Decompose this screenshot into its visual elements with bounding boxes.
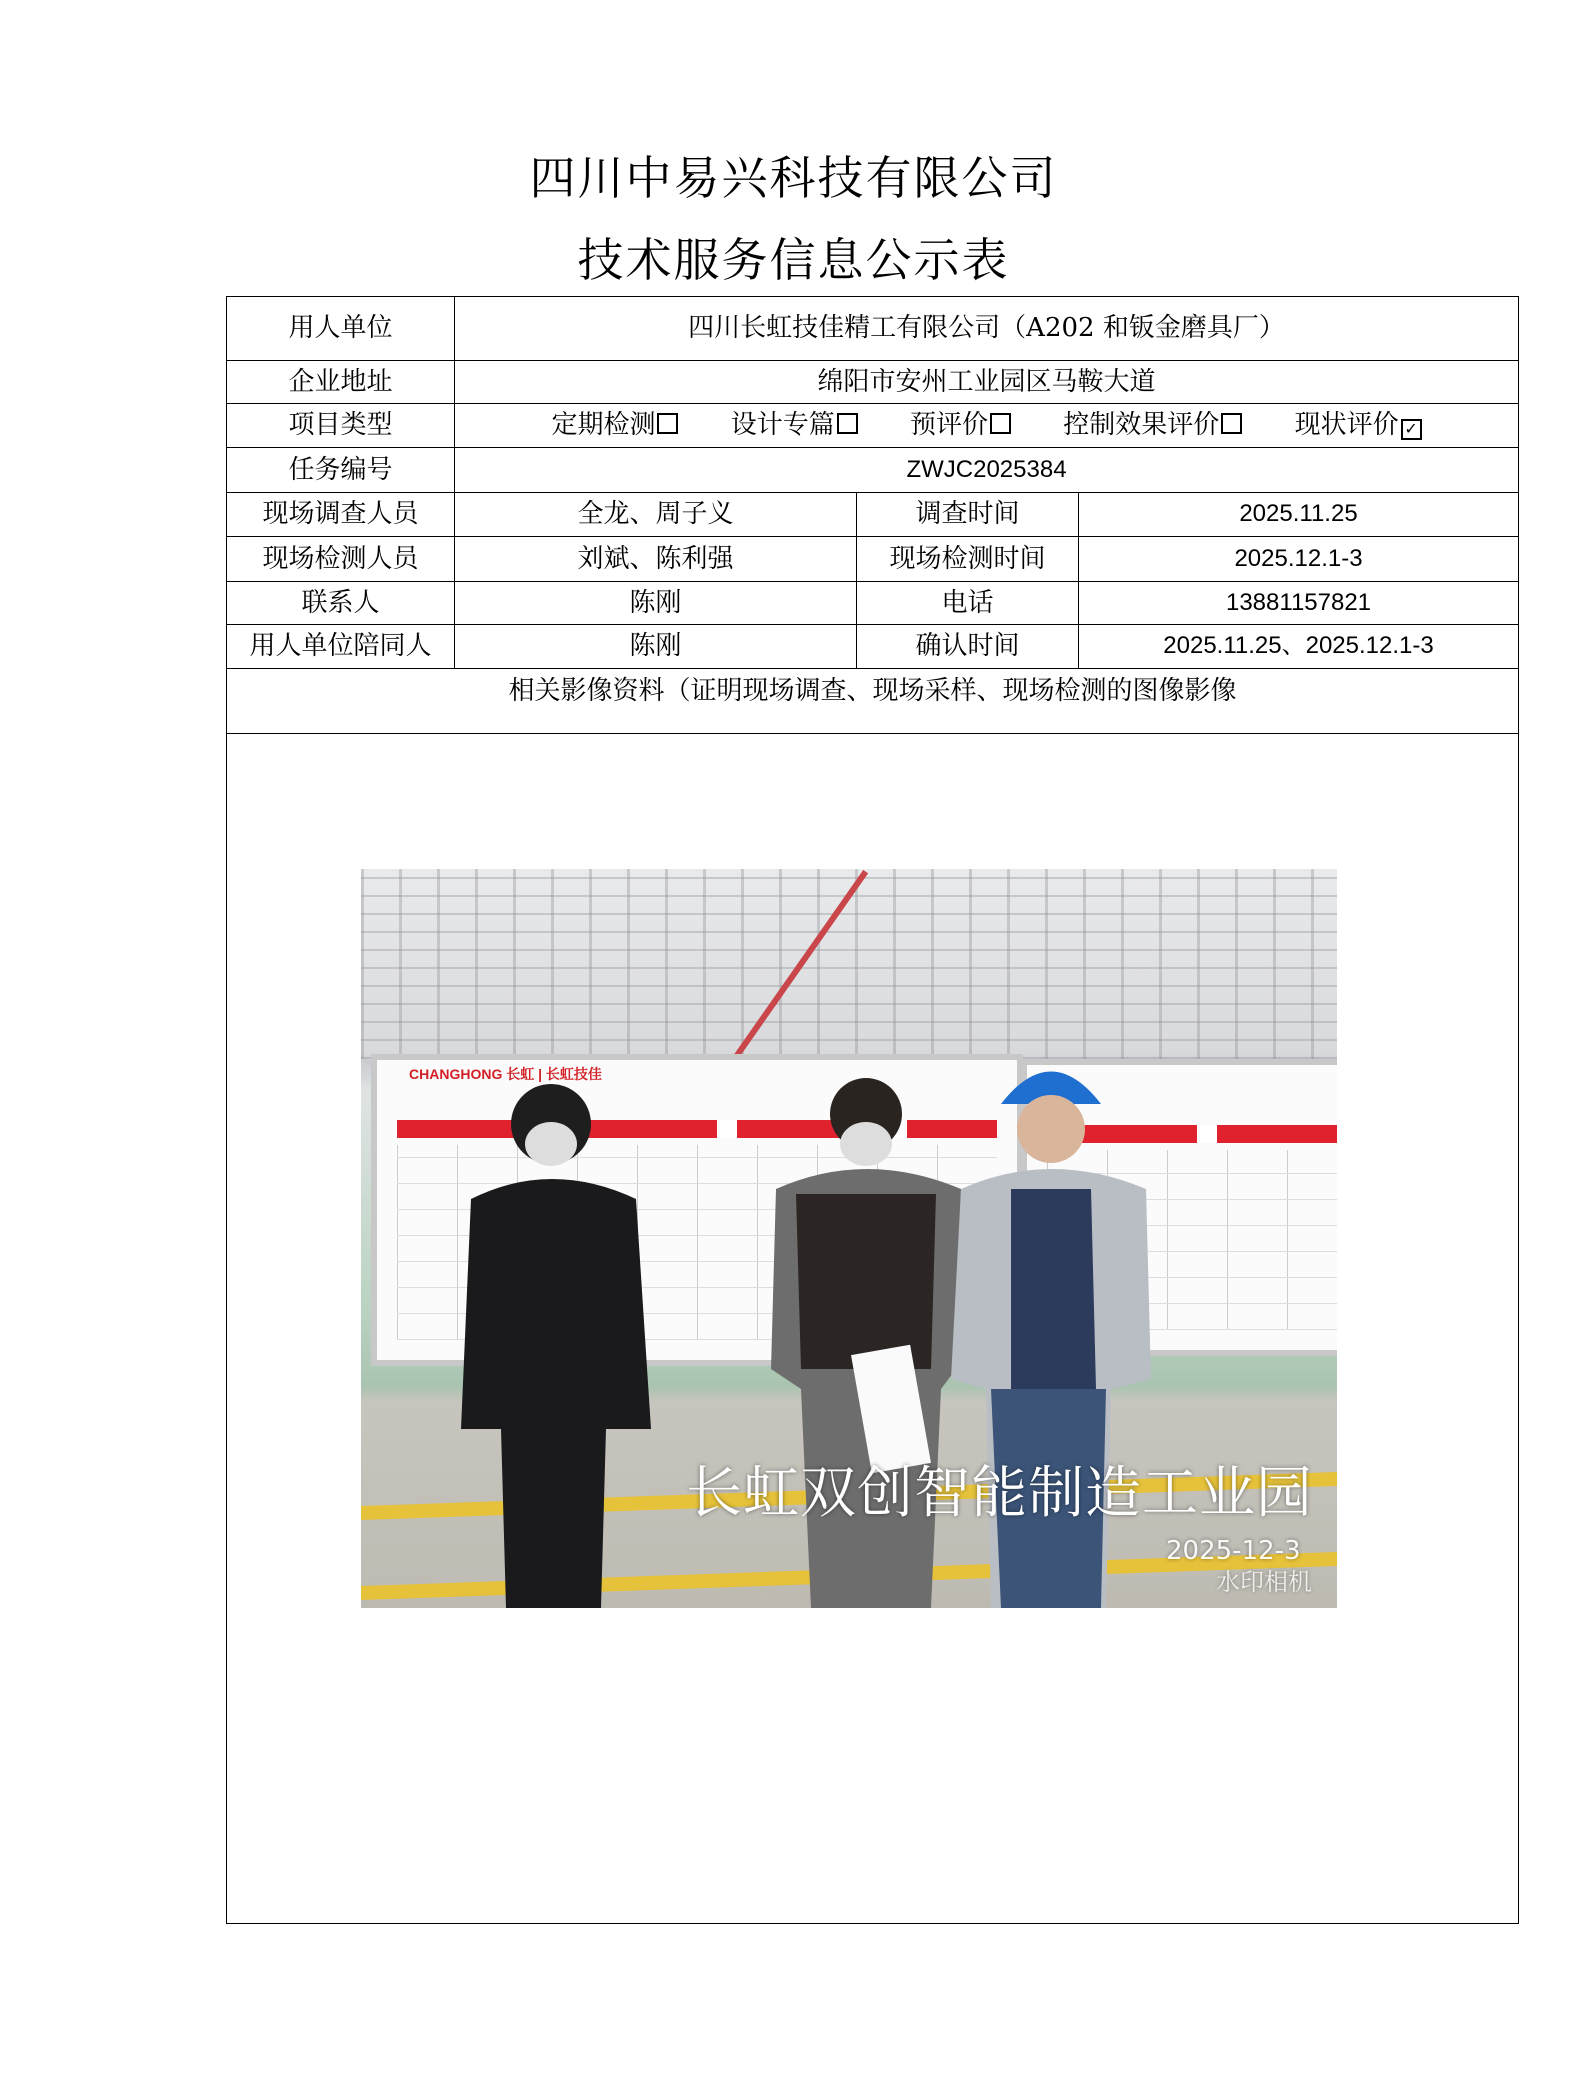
detect-staff-value: 刘斌、陈利强: [455, 537, 857, 582]
checkbox-unchecked-icon[interactable]: [837, 413, 858, 434]
type-option[interactable]: 现状评价 ✓: [1295, 410, 1422, 440]
board-brand: CHANGHONG 长虹 | 长虹技佳: [409, 1066, 602, 1082]
type-label: 项目类型: [227, 404, 455, 448]
site-photo: [361, 869, 1337, 1608]
media-label: 相关影像资料（证明现场调查、现场采样、现场检测的图像影像: [227, 669, 1519, 734]
address-label: 企业地址: [227, 361, 455, 404]
photo-date: 2025-12-3: [1166, 1536, 1301, 1566]
checkbox-unchecked-icon[interactable]: [657, 413, 678, 434]
survey-time-label: 调查时间: [857, 493, 1079, 537]
photo-caption: 长虹双创智能制造工业园: [686, 1461, 1313, 1526]
company-name: 四川中易兴科技有限公司: [529, 151, 1058, 205]
contact-label: 联系人: [227, 582, 455, 625]
type-option[interactable]: 定期检测: [551, 410, 678, 440]
detect-time-label: 现场检测时间: [857, 537, 1079, 582]
escort-value: 陈刚: [455, 625, 857, 669]
survey-staff-label: 现场调查人员: [227, 493, 455, 537]
survey-staff-value: 全龙、周子义: [455, 493, 857, 537]
form-title: 技术服务信息公示表: [577, 233, 1010, 287]
employer-label: 用人单位: [227, 297, 455, 361]
confirm-value: 2025.11.25、2025.12.1-3: [1079, 625, 1519, 669]
type-option[interactable]: 控制效果评价: [1063, 410, 1242, 440]
phone-value: 13881157821: [1079, 582, 1519, 625]
person-left: [461, 1084, 651, 1608]
detect-staff-label: 现场检测人员: [227, 537, 455, 582]
confirm-label: 确认时间: [857, 625, 1079, 669]
checkbox-unchecked-icon[interactable]: [990, 413, 1011, 434]
type-option[interactable]: 预评价: [910, 410, 1011, 440]
phone-label: 电话: [857, 582, 1079, 625]
survey-time-value: 2025.11.25: [1079, 493, 1519, 537]
photo-watermark: 水印相机: [1216, 1568, 1312, 1596]
checkbox-unchecked-icon[interactable]: [1221, 413, 1242, 434]
task-value: ZWJC2025384: [455, 448, 1519, 493]
task-label: 任务编号: [227, 448, 455, 493]
escort-label: 用人单位陪同人: [227, 625, 455, 669]
contact-value: 陈刚: [455, 582, 857, 625]
employer-value: 四川长虹技佳精工有限公司（A202 和钣金磨具厂）: [455, 297, 1519, 361]
detect-time-value: 2025.12.1-3: [1079, 537, 1519, 582]
address-value: 绵阳市安州工业园区马鞍大道: [455, 361, 1519, 404]
project-type-options: [455, 404, 1519, 448]
checkbox-checked-icon[interactable]: ✓: [1401, 419, 1422, 440]
type-option[interactable]: 设计专篇: [731, 410, 858, 440]
